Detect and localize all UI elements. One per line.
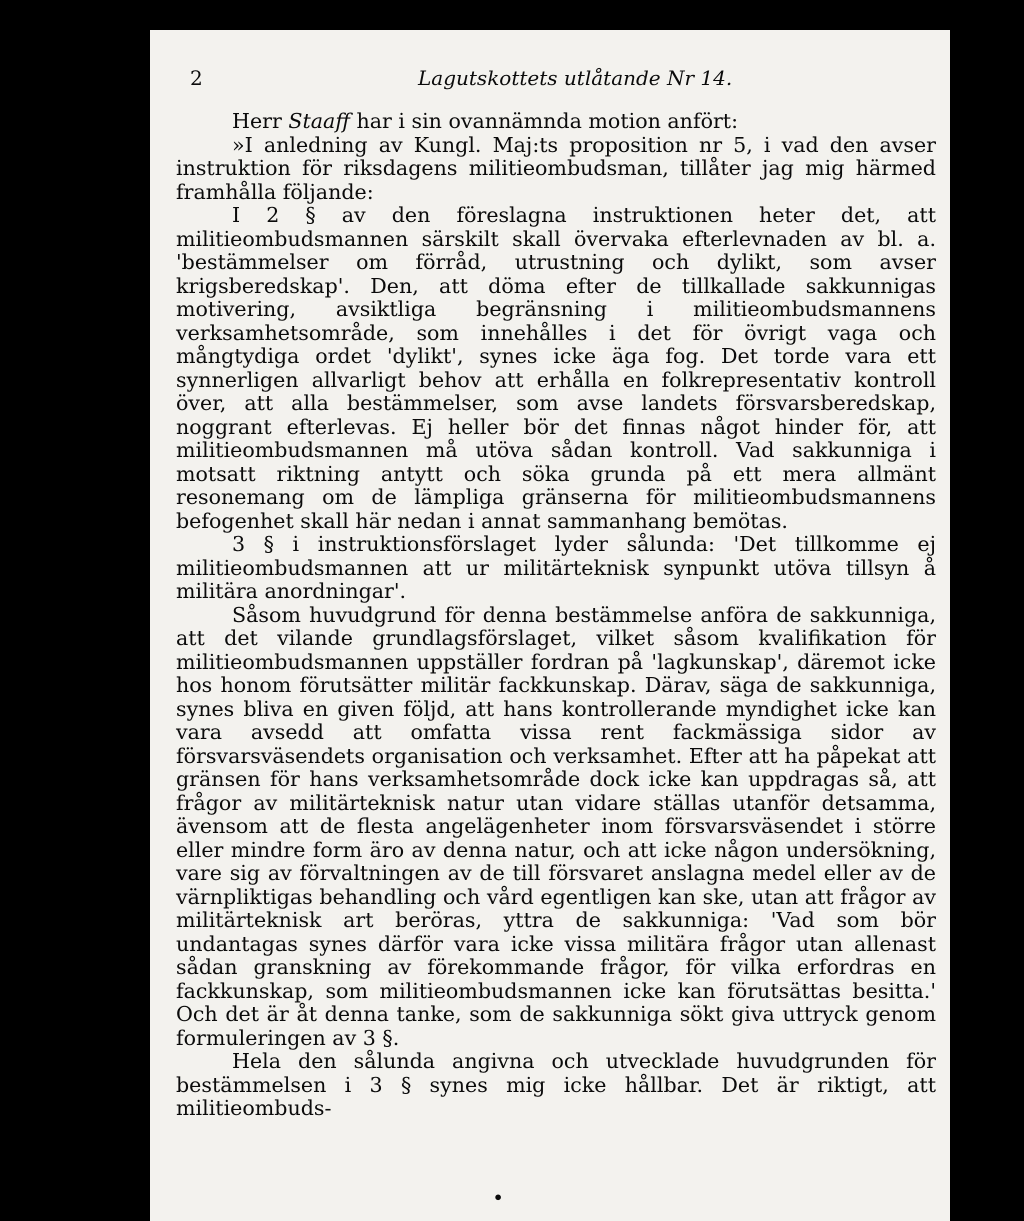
paragraph-section-2: I 2 § av den föreslagna instruktionen heter det, att militieombudsmannen särskilt skall övervaka efterlevnaden av bl. a. 'bestämmelser om förråd, utrustning och dylikt, som avser krigsberedskap'. Den, att döma efter de tillkallade sakkunnigas motivering, avsiktliga begränsning i militieombudsmannens verksamhetsområde, som innehålles i det för övrigt vaga och mångtydiga ordet 'dylikt', synes icke äga fog. Det torde vara ett synnerligen allvarligt behov att erhålla en folkrepresentativ kontroll över, att alla bestämmelser, som avse landets försvarsberedskap, noggrant efterlevas. Ej heller bör det finnas något hinder för, att militieombudsmannen må utöva sådan kontroll. Vad sakkunniga i motsatt riktning antytt och söka grunda på ett mera allmänt resonemang om de lämpliga gränserna för militieombudsmannens befogenhet skall här nedan i annat sammanhang bemötas. — [176, 203, 936, 533]
running-title: Lagutskottets utlåtande Nr 14. — [418, 66, 733, 90]
body-text — [176, 110, 936, 1121]
paragraph-main-ground: Såsom huvudgrund för denna bestämmelse anföra de sakkunniga, att det vilande grundlagsförslaget, vilket såsom kvalifikation för militieombudsmannen uppställer fordran på 'lagkunskap', däremot icke hos honom förutsätter militär fackkunskap. Därav, säga de sakkunniga, synes bliva en given följd, att hans kontrollerande myndighet icke kan vara avsedd att omfatta vissa rent fackmässiga sidor av försvarsväsendets organisation och verksamhet. Efter att ha påpekat att gränsen för hans verksamhetsområde dock icke kan uppdragas så, att frågor av militärteknisk natur utan vidare ställas utanför detsamma, ävensom att de flesta angelägenheter inom försvarsväsendet i större eller mindre form äro av denna natur, och att icke någon undersökning, vare sig av förvaltningen av de till försvaret anslagna medel eller av de värnpliktigas behandling och vård egentligen kan ske, utan att frågor av militärteknisk art beröras, yttra de sakkunniga: 'Vad som bör undantagas synes därför vara icke vissa militära frågor utan allenast sådan granskning av förekommande frågor, för vilka erfordras en fackkunskap, som militieombudsmannen icke kan förutsättas besitta.' Och det är åt denna tanke, som de sakkunniga sökt giva uttryck genom formuleringen av 3 §. — [176, 602, 936, 1050]
paragraph-conclusion: Hela den sålunda angivna och utvecklade huvudgrunden för bestämmelsen i 3 § synes mig icke hållbar. Det är riktigt, att militieombuds- — [176, 1049, 936, 1120]
page-number: 2 — [190, 66, 203, 90]
paragraph-quote-opening: »I anledning av Kungl. Maj:ts proposition nr 5, i vad den avser instruktion för riksdagens militieombudsman, tillåter jag mig härmed framhålla följande: — [176, 132, 936, 204]
person-name: Staaff — [288, 109, 350, 133]
paragraph-intro: Herr Staaff har i sin ovannämnda motion anfört: — [232, 109, 739, 133]
paragraph-section-3: 3 § i instruktionsförslaget lyder sålunda: 'Det tillkomme ej militieombudsmannen att ur militärteknisk synpunkt utöva tillsyn å militära anordningar'. — [176, 532, 936, 603]
page-header — [190, 66, 750, 96]
speck-mark: • — [493, 1188, 504, 1207]
